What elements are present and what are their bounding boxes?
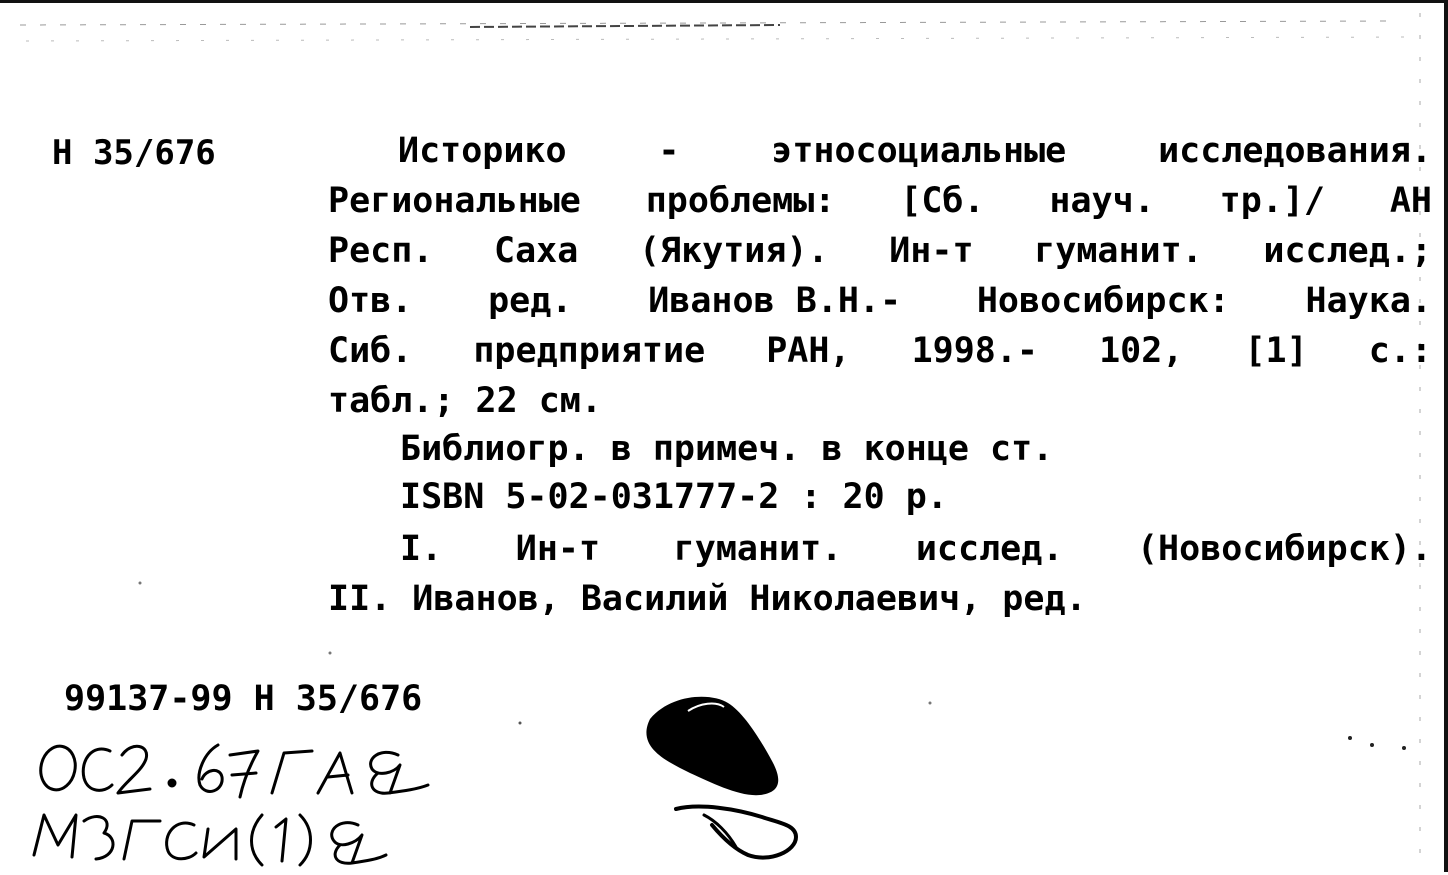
- title-word: тр.]/: [1219, 181, 1325, 221]
- title-word: Отв.: [328, 281, 413, 321]
- title-word: [1]: [1244, 331, 1308, 371]
- title-word: [Сб.: [900, 181, 985, 221]
- title-word: (Якутия).: [638, 231, 829, 271]
- title-word: предприятие: [473, 331, 706, 371]
- ink-stamp-blot: [0, 3, 1448, 875]
- title-word: Сиб.: [328, 331, 413, 371]
- call-number: Н 35/676: [52, 133, 216, 173]
- isbn-line: ISBN 5-02-031777-2 : 20 р.: [400, 477, 948, 517]
- title-word: АН: [1389, 181, 1432, 221]
- title-word: -: [658, 131, 680, 171]
- title-word: Саха: [494, 231, 579, 271]
- entry-word: гуманит.: [673, 529, 843, 569]
- entry-word: (Новосибирск).: [1136, 529, 1432, 569]
- title-word: Новосибирск:: [976, 281, 1230, 321]
- title-word: 102,: [1099, 331, 1184, 371]
- title-word: Респ.: [328, 231, 434, 271]
- title-word: ред.: [488, 281, 573, 321]
- title-word: гуманит.: [1034, 231, 1203, 271]
- title-word: этносоциальные: [771, 131, 1067, 171]
- title-word: Региональные: [328, 181, 581, 221]
- title-word: исследования.: [1158, 131, 1432, 171]
- title-word: исслед.;: [1263, 231, 1432, 271]
- title-word: Иванов В.Н.-: [648, 281, 902, 321]
- entry-word: I.: [400, 529, 443, 569]
- physical-description: табл.; 22 см.: [328, 381, 602, 421]
- title-word: науч.: [1049, 181, 1155, 221]
- title-word: с.:: [1368, 331, 1432, 371]
- accession-code: 99137-99 Н 35/676: [64, 679, 423, 719]
- entry-word: исслед.: [915, 529, 1064, 569]
- title-word: РАН,: [766, 331, 851, 371]
- entry-word: Ин-т: [515, 529, 601, 569]
- title-word: Наука.: [1305, 281, 1432, 321]
- title-word: проблемы:: [645, 181, 836, 221]
- bibliography-note: Библиогр. в примеч. в конце ст.: [400, 429, 1054, 469]
- added-entry-2: II. Иванов, Василий Николаевич, ред.: [328, 579, 1087, 619]
- title-word: Историко: [398, 131, 567, 171]
- title-word: 1998.-: [911, 331, 1039, 371]
- title-word: Ин-т: [889, 231, 974, 271]
